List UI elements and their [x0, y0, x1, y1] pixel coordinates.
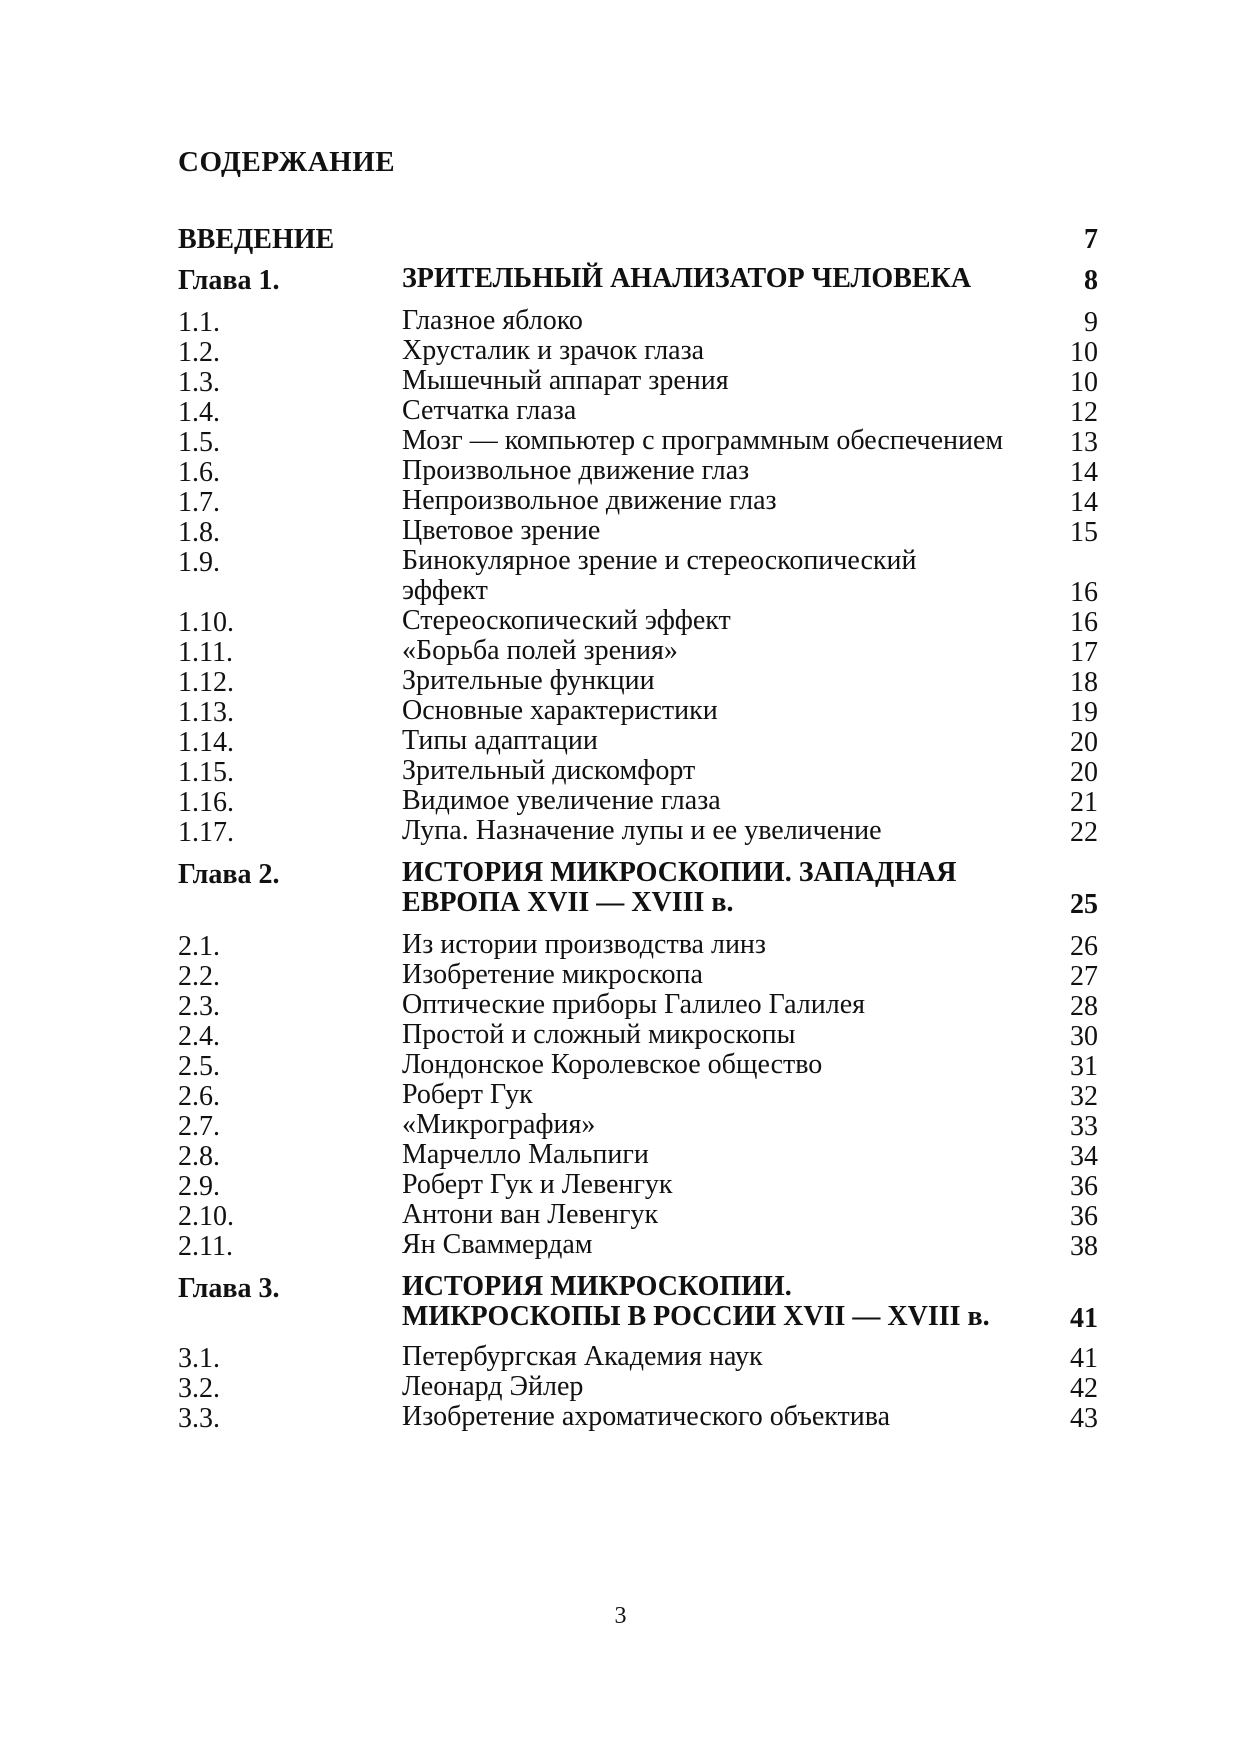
- toc-entry-page: 42: [1070, 1373, 1098, 1404]
- toc-entry-number: 1.10.: [178, 607, 234, 638]
- toc-entry-title: Зрительные функции: [402, 665, 655, 696]
- toc-entry-number: Глава 3.: [178, 1273, 280, 1304]
- toc-entry-number: 1.15.: [178, 757, 234, 788]
- toc-entry-number: 1.12.: [178, 667, 234, 698]
- toc-entry-page: 8: [1084, 265, 1098, 296]
- toc-entry-page: 25: [1070, 889, 1098, 920]
- toc-entry-number: 2.11.: [178, 1231, 233, 1262]
- toc-entry-page: 21: [1070, 787, 1098, 818]
- toc-entry-number: 2.8.: [178, 1141, 220, 1172]
- toc-entry-page: 38: [1070, 1231, 1098, 1262]
- toc-entry-page: 34: [1070, 1141, 1098, 1172]
- toc-entry-page: 26: [1070, 931, 1098, 962]
- toc-entry-number: 2.6.: [178, 1081, 220, 1112]
- toc-entry-page: 22: [1070, 817, 1098, 848]
- page-number: 3: [614, 1603, 627, 1629]
- toc-entry-page: 19: [1070, 697, 1098, 728]
- toc-entry-page: 20: [1070, 757, 1098, 788]
- toc-entry-number: 1.13.: [178, 697, 234, 728]
- toc-entry-title: ИСТОРИЯ МИКРОСКОПИИ. МИКРОСКОПЫ В РОССИИ XVII — XVIII в.: [402, 1271, 990, 1332]
- toc-entry-page: 41: [1070, 1303, 1098, 1334]
- toc-entry-page: 10: [1070, 367, 1098, 398]
- toc-entry-page: 13: [1070, 427, 1098, 458]
- toc-entry-number: 1.11.: [178, 637, 233, 668]
- toc-entry-number: 1.5.: [178, 427, 220, 458]
- toc-entry-page: 36: [1070, 1171, 1098, 1202]
- toc-entry-title: Лондонское Королевское общество: [402, 1049, 823, 1080]
- toc-entry-page: 31: [1070, 1051, 1098, 1082]
- toc-entry-page: 18: [1070, 667, 1098, 698]
- toc-entry-title: Сетчатка глаза: [402, 395, 577, 426]
- toc-entry-page: 36: [1070, 1201, 1098, 1232]
- toc-entry-page: 9: [1084, 307, 1098, 338]
- toc-entry-page: 41: [1070, 1343, 1098, 1374]
- toc-entry-page: 12: [1070, 397, 1098, 428]
- toc-entry-title: Видимое увеличение глаза: [402, 785, 721, 816]
- toc-entry-number: 1.3.: [178, 367, 220, 398]
- toc-entry-title: Основные характеристики: [402, 695, 718, 726]
- toc-entry-number: 2.9.: [178, 1171, 220, 1202]
- toc-entry-page: 20: [1070, 727, 1098, 758]
- toc-entry-title: Лупа. Назначение лупы и ее увеличение: [402, 815, 882, 846]
- toc-entry-number: 2.2.: [178, 961, 220, 992]
- toc-entry-title: Мозг — компьютер с программным обеспечением: [402, 425, 1004, 456]
- toc-entry-title: Из истории производства линз: [402, 929, 766, 960]
- toc-entry-title: Роберт Гук: [402, 1079, 533, 1110]
- toc-entry-number: 1.7.: [178, 487, 220, 518]
- toc-entry-page: 14: [1070, 487, 1098, 518]
- toc-entry-page: 17: [1070, 637, 1098, 668]
- toc-entry-number: 1.14.: [178, 727, 234, 758]
- toc-entry-page: 16: [1070, 577, 1098, 608]
- toc-entry-number: 2.3.: [178, 991, 220, 1022]
- toc-entry-number: 1.16.: [178, 787, 234, 818]
- toc-entry-title: Хрусталик и зрачок глаза: [402, 335, 705, 366]
- toc-entry-number: 1.2.: [178, 337, 220, 368]
- toc-entry-title: Типы адаптации: [402, 725, 598, 756]
- toc-entry-title: Антони ван Левенгук: [402, 1199, 659, 1230]
- toc-entry-number: 1.4.: [178, 397, 220, 428]
- toc-entry-title: Марчелло Мальпиги: [402, 1139, 649, 1170]
- toc-entry-title: «Борьба полей зрения»: [402, 635, 678, 666]
- toc-entry-number: 1.8.: [178, 517, 220, 548]
- toc-entry-title: Простой и сложный микроскопы: [402, 1019, 796, 1050]
- toc-entry-number: 1.9.: [178, 547, 220, 578]
- toc-entry-number: 2.1.: [178, 931, 220, 962]
- toc-entry-page: 30: [1070, 1021, 1098, 1052]
- toc-entry-title: Леонард Эйлер: [402, 1371, 584, 1402]
- toc-entry-title: Изобретение микроскопа: [402, 959, 703, 990]
- toc-entry-title: Стереоскопический эффект: [402, 605, 731, 636]
- toc-entry-title: Непроизвольное движение глаз: [402, 485, 777, 516]
- toc-entry-title: Петербургская Академия наук: [402, 1341, 763, 1372]
- toc-entry-page: 7: [1084, 224, 1098, 255]
- toc-entry-page: 43: [1070, 1403, 1098, 1434]
- toc-entry-title: Изобретение ахроматического объектива: [402, 1401, 890, 1432]
- toc-entry-title: ИСТОРИЯ МИКРОСКОПИИ. ЗАПАДНАЯ ЕВРОПА XVII — XVIII в.: [402, 857, 957, 918]
- toc-entry-number: 1.1.: [178, 307, 220, 338]
- toc-entry-title: Бинокулярное зрение и стереоскопический эффект: [402, 545, 917, 606]
- toc-entry-title: Глазное яблоко: [402, 305, 583, 336]
- toc-entry-page: 27: [1070, 961, 1098, 992]
- toc-entry-number: Глава 2.: [178, 859, 280, 890]
- toc-entry-page: 10: [1070, 337, 1098, 368]
- toc-entry-number: 3.2.: [178, 1373, 220, 1404]
- toc-entry-number: 2.10.: [178, 1201, 234, 1232]
- toc-entry-number: 3.1.: [178, 1343, 220, 1374]
- toc-entry-page: 14: [1070, 457, 1098, 488]
- toc-entry-title: Цветовое зрение: [402, 515, 601, 546]
- toc-entry-title: Мышечный аппарат зрения: [402, 365, 729, 396]
- toc-entry-number: 1.17.: [178, 817, 234, 848]
- page-title: СОДЕРЖАНИЕ: [178, 146, 396, 178]
- toc-entry-number: 2.5.: [178, 1051, 220, 1082]
- toc-entry-number: ВВЕДЕНИЕ: [178, 224, 335, 255]
- toc-entry-title: ЗРИТЕЛЬНЫЙ АНАЛИЗАТОР ЧЕЛОВЕКА: [402, 263, 972, 294]
- toc-entry-number: 2.4.: [178, 1021, 220, 1052]
- toc-entry-number: Глава 1.: [178, 265, 280, 296]
- toc-entry-title: Зрительный дискомфорт: [402, 755, 696, 786]
- toc-entry-title: Роберт Гук и Левенгук: [402, 1169, 673, 1200]
- toc-entry-page: 16: [1070, 607, 1098, 638]
- toc-entry-page: 33: [1070, 1111, 1098, 1142]
- toc-entry-number: 2.7.: [178, 1111, 220, 1142]
- toc-entry-page: 28: [1070, 991, 1098, 1022]
- toc-entry-title: Оптические приборы Галилео Галилея: [402, 989, 866, 1020]
- toc-entry-title: Ян Сваммердам: [402, 1229, 593, 1260]
- toc-entry-title: Произвольное движение глаз: [402, 455, 750, 486]
- toc-entry-number: 3.3.: [178, 1403, 220, 1434]
- toc-entry-number: 1.6.: [178, 457, 220, 488]
- toc-entry-page: 15: [1070, 517, 1098, 548]
- toc-entry-title: «Микрография»: [402, 1109, 596, 1140]
- toc-entry-page: 32: [1070, 1081, 1098, 1112]
